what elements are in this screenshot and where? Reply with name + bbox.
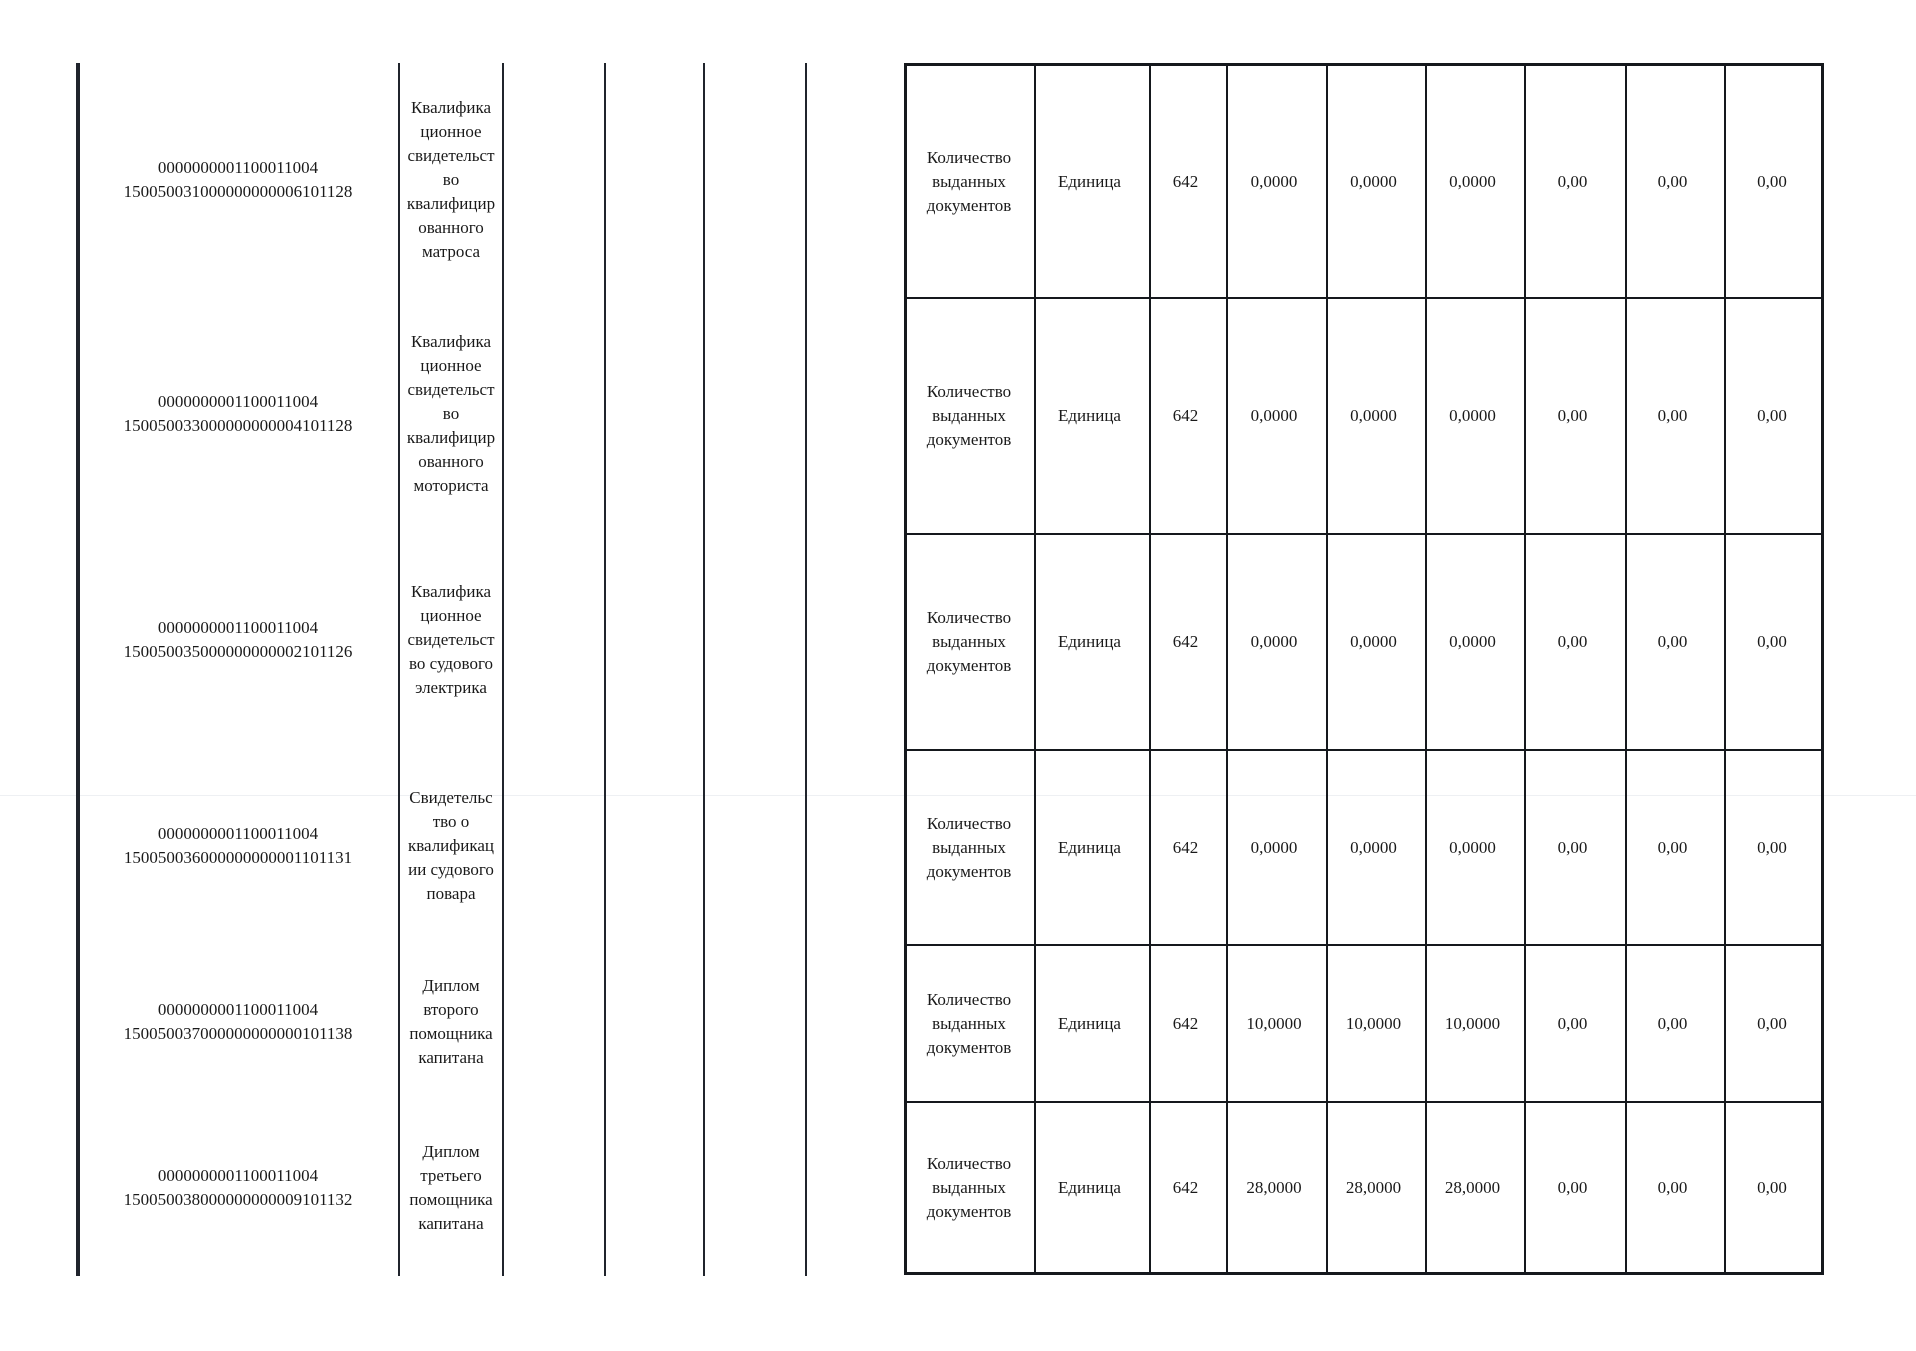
left-table-divider: [604, 63, 606, 1276]
registry-code: 0000000001100011004 150050037000000000000101138: [123, 999, 353, 1043]
deviation-3: 0,00: [1757, 1177, 1787, 1197]
deviation-3: 0,00: [1757, 406, 1787, 425]
value-year-1: 0,0000: [1250, 837, 1298, 857]
deviation-2: 0,00: [1657, 1177, 1688, 1197]
deviation-2: 0,00: [1657, 837, 1688, 857]
service-name: Квалифика ционное свидетельст во квалифицир ованного матроса: [406, 97, 496, 261]
value-year-3: 28,0000: [1444, 1177, 1501, 1197]
deviation-2: 0,00: [1657, 632, 1688, 651]
service-name: Свидетельс тво о квалификац ии судового повара: [407, 787, 495, 903]
deviation-3: 0,00: [1757, 632, 1787, 651]
deviation-2: 0,00: [1657, 406, 1688, 425]
deviation-1: 0,00: [1557, 406, 1588, 425]
value-year-1: 28,0000: [1246, 1177, 1302, 1197]
value-year-3: 10,0000: [1444, 1013, 1501, 1033]
deviation-2: 0,00: [1657, 1013, 1688, 1033]
deviation-1: 0,00: [1557, 1177, 1588, 1197]
indicator-name: Количество выданных документов: [926, 382, 1012, 449]
indicator-name: Количество выданных документов: [926, 147, 1012, 215]
deviation-1: 0,00: [1557, 837, 1588, 857]
value-year-1: 0,0000: [1250, 632, 1298, 651]
service-name: Диплом третьего помощника капитана: [409, 1141, 493, 1233]
okei-code: 642: [1172, 1177, 1199, 1197]
unit-name: Единица: [1058, 837, 1121, 857]
value-year-1: 0,0000: [1250, 171, 1298, 191]
unit-name: Единица: [1058, 1013, 1121, 1033]
deviation-1: 0,00: [1557, 171, 1588, 191]
left-table-divider: [805, 63, 807, 1276]
unit-name: Единица: [1058, 632, 1121, 651]
deviation-3: 0,00: [1757, 1013, 1787, 1033]
okei-code: 642: [1172, 406, 1199, 425]
deviation-1: 0,00: [1557, 1013, 1588, 1033]
service-name: Квалифика ционное свидетельст во квалифицир ованного моториста: [406, 332, 496, 495]
indicator-name: Количество выданных документов: [926, 608, 1012, 675]
unit-name: Единица: [1058, 171, 1121, 191]
indicator-name: Количество выданных документов: [926, 989, 1012, 1057]
registry-code: 0000000001100011004 150050033000000000004101128: [123, 392, 353, 435]
value-year-1: 0,0000: [1250, 406, 1298, 425]
deviation-3: 0,00: [1757, 171, 1787, 191]
indicator-name: Количество выданных документов: [926, 813, 1012, 881]
value-year-3: 0,0000: [1449, 406, 1496, 425]
registry-code: 0000000001100011004 150050035000000000002101126: [123, 618, 353, 661]
service-name: Диплом второго помощника капитана: [409, 975, 493, 1067]
registry-code: 0000000001100011004 150050031000000000006101128: [123, 157, 353, 201]
value-year-2: 0,0000: [1350, 406, 1397, 425]
okei-code: 642: [1172, 171, 1199, 191]
value-year-2: 10,0000: [1345, 1013, 1402, 1033]
value-year-3: 0,0000: [1449, 171, 1496, 191]
indicator-name: Количество выданных документов: [926, 1153, 1012, 1221]
deviation-2: 0,00: [1657, 171, 1688, 191]
value-year-2: 0,0000: [1350, 171, 1397, 191]
unit-name: Единица: [1058, 406, 1121, 425]
deviation-3: 0,00: [1757, 837, 1787, 857]
value-year-1: 10,0000: [1246, 1013, 1302, 1033]
value-year-2: 0,0000: [1350, 837, 1397, 857]
okei-code: 642: [1172, 837, 1199, 857]
okei-code: 642: [1172, 632, 1199, 651]
value-year-3: 0,0000: [1449, 632, 1496, 651]
left-table-divider: [703, 63, 705, 1276]
value-year-2: 28,0000: [1345, 1177, 1402, 1197]
value-year-2: 0,0000: [1350, 632, 1397, 651]
registry-code: 0000000001100011004 150050038000000000009101132: [123, 1165, 353, 1209]
okei-code: 642: [1172, 1013, 1199, 1033]
service-name: Квалифика ционное свидетельст во судового электрика: [407, 582, 495, 697]
unit-name: Единица: [1058, 1177, 1121, 1197]
registry-code: 0000000001100011004 150050036000000000001101131: [123, 823, 353, 867]
value-year-3: 0,0000: [1449, 837, 1496, 857]
deviation-1: 0,00: [1557, 632, 1588, 651]
left-table-divider: [502, 63, 504, 1276]
